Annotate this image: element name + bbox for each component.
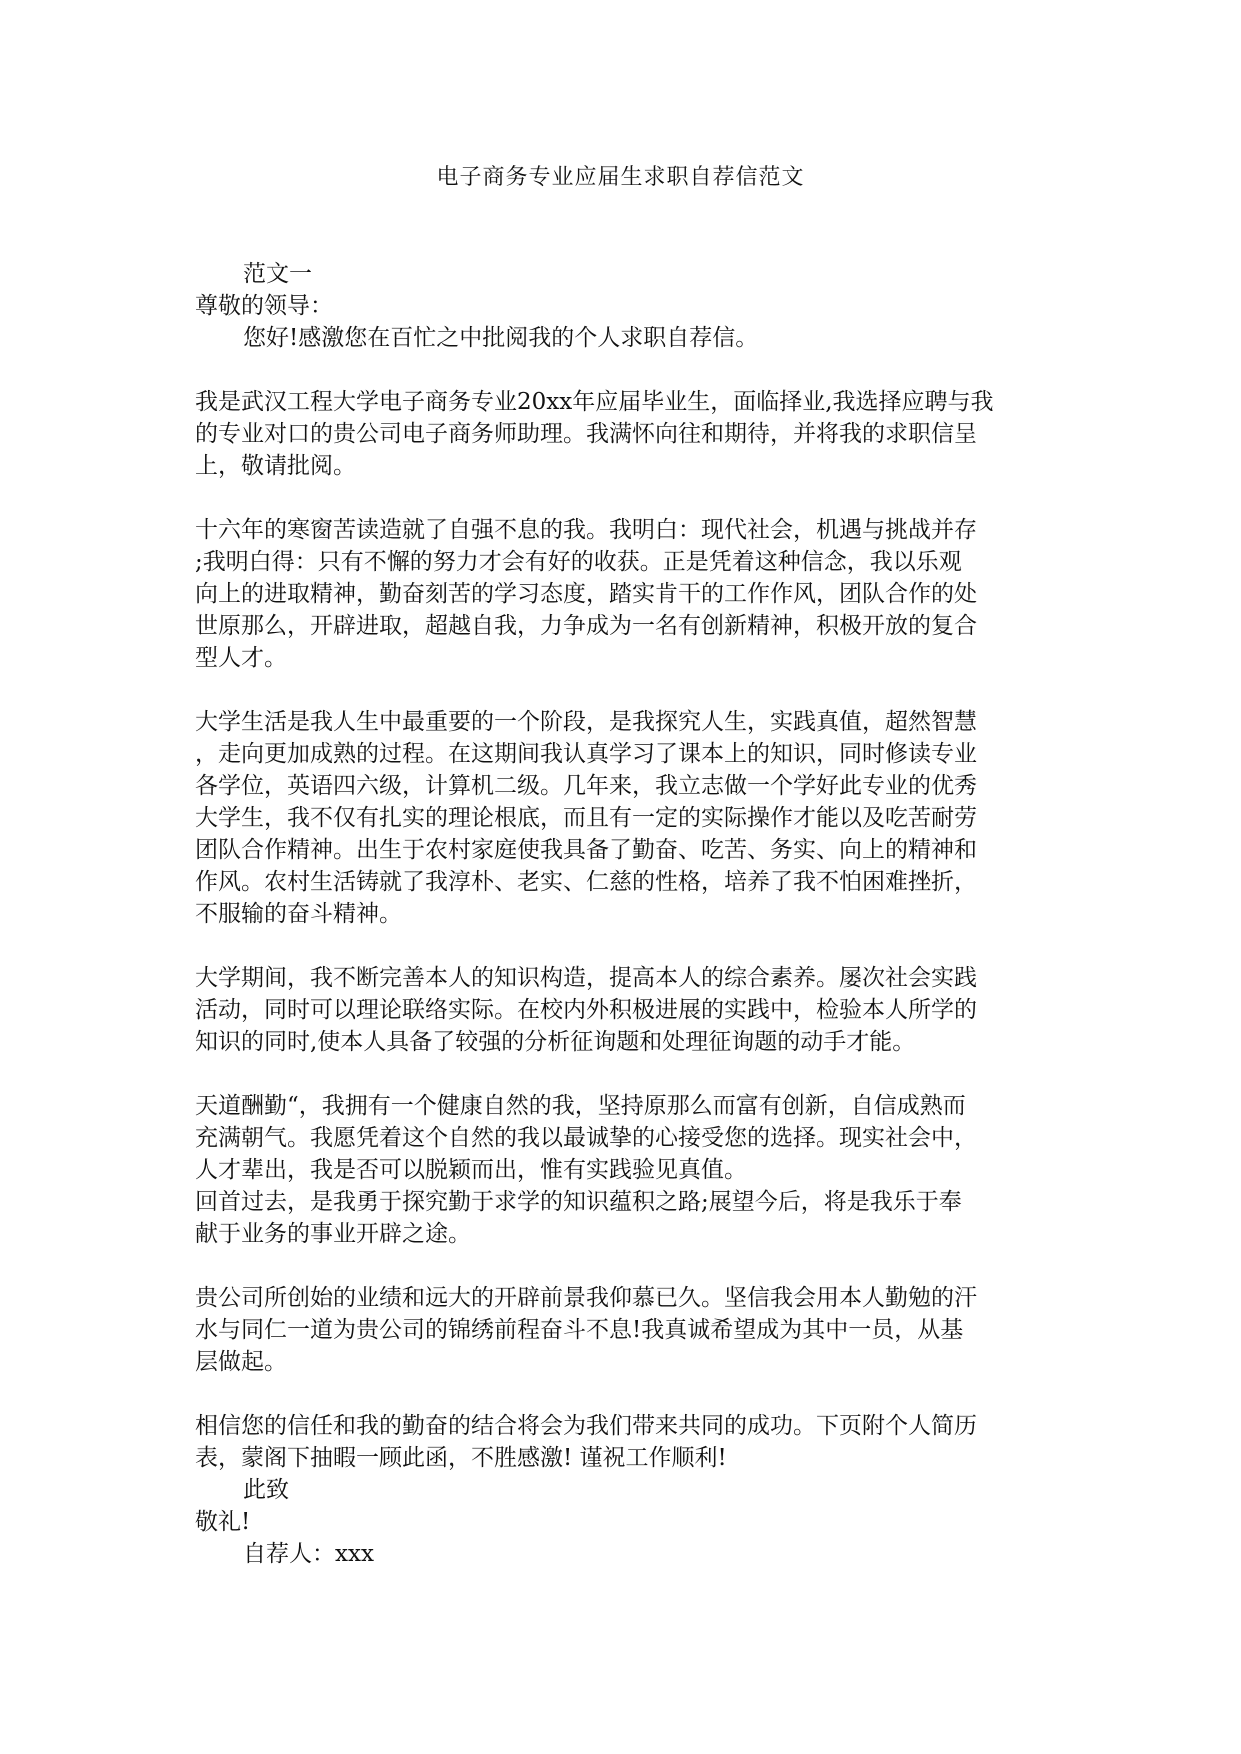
- paragraph-line: ;我明白得：只有不懈的努力才会有好的收获。正是凭着这种信念，我以乐观: [195, 549, 962, 575]
- paragraph-line: 向上的进取精神，勤奋刻苦的学习态度，踏实肯干的工作作风，团队合作的处: [195, 581, 977, 607]
- paragraph-line: 不服输的奋斗精神。: [195, 901, 402, 927]
- greeting-line: 您好!感激您在百忙之中批阅我的个人求职自荐信。: [243, 325, 759, 351]
- closing-line: 此致: [243, 1477, 289, 1503]
- paragraph-line: 回首过去，是我勇于探究勤于求学的知识蕴积之路;展望今后，将是我乐于奉: [195, 1189, 962, 1215]
- paragraph-line: 水与同仁一道为贵公司的锦绣前程奋斗不息!我真诚希望成为其中一员，从基: [195, 1317, 964, 1343]
- paragraph-line: 贵公司所创始的业绩和远大的开辟前景我仰慕已久。坚信我会用本人勤勉的汗: [195, 1285, 977, 1311]
- paragraph-line: 大学生，我不仅有扎实的理论根底，而且有一定的实际操作才能以及吃苦耐劳: [195, 805, 977, 831]
- paragraph-line: 天道酬勤“，我拥有一个健康自然的我，坚持原那么而富有创新，自信成熟而: [195, 1093, 966, 1119]
- paragraph-line: 的专业对口的贵公司电子商务师助理。我满怀向往和期待，并将我的求职信呈: [195, 421, 977, 447]
- paragraph-line: 知识的同时,使本人具备了较强的分析征询题和处理征询题的动手才能。: [195, 1029, 916, 1055]
- paragraph-line: 层做起。: [195, 1349, 287, 1375]
- paragraph-line: 十六年的寒窗苦读造就了自强不息的我。我明白：现代社会，机遇与挑战并存: [195, 517, 977, 543]
- paragraph-line: ，走向更加成熟的过程。在这期间我认真学习了课本上的知识，同时修读专业: [195, 741, 977, 767]
- paragraph-line: 活动，同时可以理论联络实际。在校内外积极进展的实践中，检验本人所学的: [195, 997, 977, 1023]
- paragraph-line: 上，敬请批阅。: [195, 453, 356, 479]
- closing-regards: 敬礼!: [195, 1509, 251, 1535]
- paragraph-line: 大学期间，我不断完善本人的知识构造，提高本人的综合素养。屡次社会实践: [195, 965, 977, 991]
- paragraph-line: 相信您的信任和我的勤奋的结合将会为我们带来共同的成功。下页附个人简历: [195, 1413, 977, 1439]
- signature-line: 自荐人：xxx: [243, 1541, 374, 1567]
- salutation: 尊敬的领导：: [195, 293, 333, 319]
- paragraph-line: 各学位，英语四六级，计算机二级。几年来，我立志做一个学好此专业的优秀: [195, 773, 977, 799]
- paragraph-line: 大学生活是我人生中最重要的一个阶段，是我探究人生，实践真值，超然智慧: [195, 709, 977, 735]
- document-title: 电子商务专业应届生求职自荐信范文: [436, 165, 805, 190]
- paragraph-line: 表，蒙阁下抽暇一顾此函，不胜感激! 谨祝工作顺利!: [195, 1445, 727, 1471]
- paragraph-line: 我是武汉工程大学电子商务专业20xx年应届毕业生，面临择业,我选择应聘与我: [195, 389, 994, 415]
- paragraph-line: 人才辈出，我是否可以脱颖而出，惟有实践验见真值。: [195, 1157, 747, 1183]
- paragraph-line: 型人才。: [195, 645, 287, 671]
- paragraph-line: 世原那么，开辟进取，超越自我，力争成为一名有创新精神，积极开放的复合: [195, 613, 977, 639]
- paragraph-line: 献于业务的事业开辟之途。: [195, 1221, 471, 1247]
- paragraph-line: 团队合作精神。出生于农村家庭使我具备了勤奋、吃苦、务实、向上的精神和: [195, 837, 977, 863]
- paragraph-line: 作风。农村生活铸就了我淳朴、老实、仁慈的性格，培养了我不怕困难挫折，: [195, 869, 977, 895]
- paragraph-line: 充满朝气。我愿凭着这个自然的我以最诚挚的心接受您的选择。现实社会中，: [195, 1125, 977, 1151]
- sample-label: 范文一: [243, 261, 312, 287]
